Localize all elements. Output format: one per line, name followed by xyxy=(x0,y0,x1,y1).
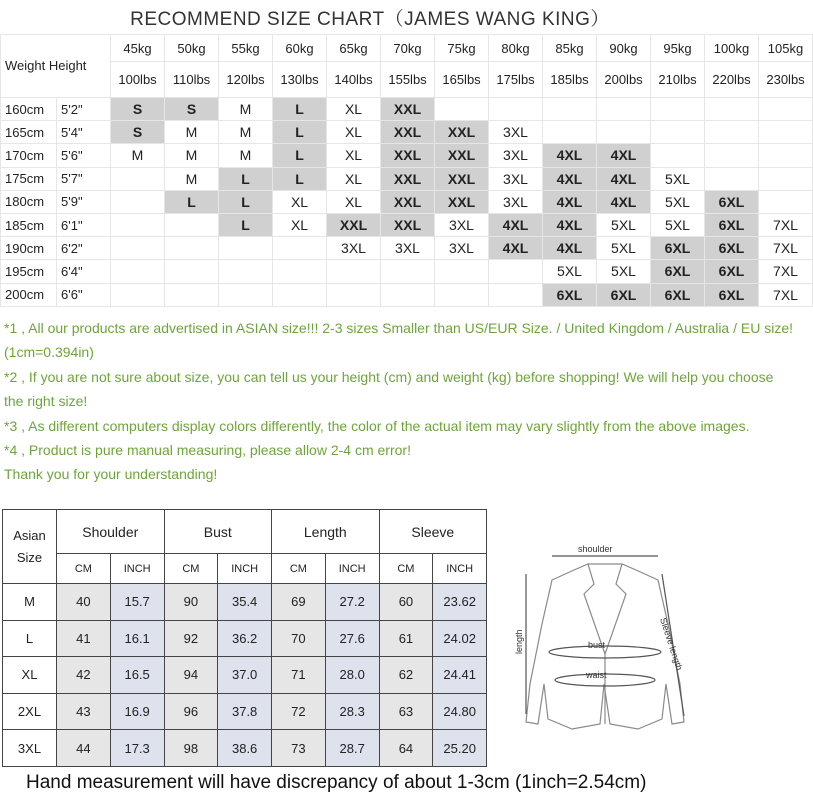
size-cell: M xyxy=(165,167,219,190)
size-cell xyxy=(651,121,705,144)
size-cell: M xyxy=(219,98,273,121)
measurement-inch: 25.20 xyxy=(433,730,487,767)
size-cell: 5XL xyxy=(597,237,651,260)
size-cell xyxy=(489,98,543,121)
size-cell: 3XL xyxy=(489,190,543,213)
size-cell: 4XL xyxy=(543,237,597,260)
size-cell xyxy=(651,98,705,121)
size-cell: 6XL xyxy=(543,283,597,306)
size-cell xyxy=(327,260,381,283)
size-chart-row xyxy=(1,260,813,283)
measurement-inch: 38.6 xyxy=(218,730,272,767)
measurement-table xyxy=(2,509,487,767)
measurement-inch: 24.02 xyxy=(433,620,487,657)
size-cell xyxy=(381,260,435,283)
weight-kg: 95kg xyxy=(651,35,705,62)
size-cell: M xyxy=(165,121,219,144)
size-chart-row xyxy=(1,213,813,236)
size-cell xyxy=(111,167,165,190)
size-cell: 6XL xyxy=(705,283,759,306)
weight-kg: 100kg xyxy=(705,35,759,62)
weight-lbs: 110lbs xyxy=(165,62,219,98)
height-inch: 5'7" xyxy=(57,167,111,190)
measurement-cm: 71 xyxy=(272,657,326,694)
size-cell: XXL xyxy=(381,167,435,190)
size-cell: XXL xyxy=(381,190,435,213)
height-cm: 160cm xyxy=(1,98,57,121)
measurement-cm: 94 xyxy=(164,657,218,694)
measurement-cm: 96 xyxy=(164,693,218,730)
weight-height-header: Weight Height xyxy=(1,35,111,98)
size-cell: 3XL xyxy=(435,237,489,260)
size-cell: XL xyxy=(273,213,327,236)
size-cell: L xyxy=(219,190,273,213)
size-cell: XXL xyxy=(381,213,435,236)
note-1: *1 , All our products are advertised in ASIAN size!!! 2-3 sizes Smaller than US/EUR Size. / United Kingdom / Australia / EU size! (1cm=0.394in) xyxy=(4,320,794,361)
size-cell: S xyxy=(111,121,165,144)
length-label: length xyxy=(514,629,524,654)
size-cell xyxy=(111,237,165,260)
size-cell xyxy=(327,283,381,306)
height-cm: 175cm xyxy=(1,167,57,190)
weight-kg: 70kg xyxy=(381,35,435,62)
size-chart-row xyxy=(1,144,813,167)
size-cell: XXL xyxy=(435,190,489,213)
measurement-inch: 15.7 xyxy=(110,584,164,621)
measurement-inch: 28.3 xyxy=(325,693,379,730)
weight-lbs: 165lbs xyxy=(435,62,489,98)
weight-lbs: 100lbs xyxy=(111,62,165,98)
size-cell: 7XL xyxy=(759,283,813,306)
size-chart-row xyxy=(1,190,813,213)
size-cell: L xyxy=(165,190,219,213)
height-cm: 200cm xyxy=(1,283,57,306)
size-cell xyxy=(435,98,489,121)
weight-lbs: 120lbs xyxy=(219,62,273,98)
measurement-row xyxy=(3,693,487,730)
weight-kg: 50kg xyxy=(165,35,219,62)
height-cm: 170cm xyxy=(1,144,57,167)
size-cell: 3XL xyxy=(435,213,489,236)
asian-size-header: Asian Size xyxy=(3,510,57,584)
size-cell: XL xyxy=(327,144,381,167)
size-cell xyxy=(165,213,219,236)
size-cell xyxy=(597,121,651,144)
size-cell: XL xyxy=(327,121,381,144)
height-cm: 185cm xyxy=(1,213,57,236)
weight-lbs: 140lbs xyxy=(327,62,381,98)
size-cell: 4XL xyxy=(543,144,597,167)
size-cell: 6XL xyxy=(705,260,759,283)
size-cell: 5XL xyxy=(651,213,705,236)
size-cell: S xyxy=(165,98,219,121)
size-cell: XL xyxy=(273,190,327,213)
size-cell xyxy=(705,144,759,167)
size-cell: XXL xyxy=(381,98,435,121)
measurement-cm: 73 xyxy=(272,730,326,767)
size-cell xyxy=(111,213,165,236)
height-cm: 190cm xyxy=(1,237,57,260)
jacket-diagram xyxy=(512,534,702,744)
measurement-cm: 70 xyxy=(272,620,326,657)
measurement-cm: 98 xyxy=(164,730,218,767)
unit-inch: INCH xyxy=(218,554,272,584)
measurement-inch: 27.2 xyxy=(325,584,379,621)
measurement-cm: 63 xyxy=(379,693,433,730)
size-cell: M xyxy=(219,144,273,167)
size-cell xyxy=(489,283,543,306)
asian-size-label: M xyxy=(3,584,57,621)
asian-size-label: L xyxy=(3,620,57,657)
size-cell xyxy=(759,167,813,190)
measurement-row xyxy=(3,730,487,767)
size-cell xyxy=(435,260,489,283)
size-cell: 7XL xyxy=(759,213,813,236)
measurement-cm: 92 xyxy=(164,620,218,657)
size-chart-row xyxy=(1,121,813,144)
size-cell xyxy=(705,98,759,121)
size-cell: XXL xyxy=(435,167,489,190)
size-cell xyxy=(219,283,273,306)
shoulder-header: Shoulder xyxy=(57,510,165,554)
unit-inch: INCH xyxy=(325,554,379,584)
size-cell: 6XL xyxy=(651,237,705,260)
weight-lbs: 155lbs xyxy=(381,62,435,98)
weight-kg: 80kg xyxy=(489,35,543,62)
size-cell: 6XL xyxy=(651,260,705,283)
size-cell: M xyxy=(111,144,165,167)
bust-header: Bust xyxy=(164,510,272,554)
measurement-cm: 42 xyxy=(57,657,111,694)
weight-kg: 75kg xyxy=(435,35,489,62)
measurement-cm: 43 xyxy=(57,693,111,730)
size-cell: 6XL xyxy=(651,283,705,306)
size-cell: 5XL xyxy=(651,190,705,213)
size-cell xyxy=(759,98,813,121)
size-cell: 4XL xyxy=(543,167,597,190)
size-cell: 5XL xyxy=(597,213,651,236)
size-cell: L xyxy=(273,121,327,144)
length-header: Length xyxy=(272,510,380,554)
height-inch: 6'2" xyxy=(57,237,111,260)
size-cell xyxy=(759,121,813,144)
height-inch: 5'2" xyxy=(57,98,111,121)
size-cell: L xyxy=(219,213,273,236)
footer-note: Hand measurement will have discrepancy of about 1-3cm (1inch=2.54cm) xyxy=(26,772,647,793)
size-cell: 5XL xyxy=(597,260,651,283)
note-4: *4 , Product is pure manual measuring, please allow 2-4 cm error! xyxy=(4,442,411,459)
thank-you-note: Thank you for your understanding! xyxy=(4,466,218,483)
size-cell xyxy=(111,283,165,306)
notes xyxy=(4,316,796,487)
waist-label: waist xyxy=(586,670,607,680)
size-cell: 3XL xyxy=(489,144,543,167)
size-cell: M xyxy=(219,121,273,144)
asian-size-label: XL xyxy=(3,657,57,694)
size-chart-row xyxy=(1,98,813,121)
measurement-cm: 90 xyxy=(164,584,218,621)
measurement-inch: 27.6 xyxy=(325,620,379,657)
measurement-inch: 36.2 xyxy=(218,620,272,657)
weight-kg: 60kg xyxy=(273,35,327,62)
weight-kg: 85kg xyxy=(543,35,597,62)
measurement-inch: 23.62 xyxy=(433,584,487,621)
measurement-inch: 35.4 xyxy=(218,584,272,621)
weight-kg: 55kg xyxy=(219,35,273,62)
size-cell: 5XL xyxy=(543,260,597,283)
sleeve-header: Sleeve xyxy=(379,510,487,554)
size-cell xyxy=(543,121,597,144)
size-chart-row xyxy=(1,167,813,190)
measurement-cm: 62 xyxy=(379,657,433,694)
measurement-cm: 41 xyxy=(57,620,111,657)
bust-label: bust xyxy=(588,640,606,650)
size-cell: 4XL xyxy=(543,213,597,236)
height-inch: 6'1" xyxy=(57,213,111,236)
height-inch: 5'6" xyxy=(57,144,111,167)
size-cell: L xyxy=(219,167,273,190)
measurement-inch: 24.41 xyxy=(433,657,487,694)
size-cell: XL xyxy=(327,167,381,190)
weight-kg: 90kg xyxy=(597,35,651,62)
measurement-cm: 40 xyxy=(57,584,111,621)
size-cell: 4XL xyxy=(597,144,651,167)
measurement-cm: 72 xyxy=(272,693,326,730)
size-chart-row xyxy=(1,237,813,260)
size-cell: 5XL xyxy=(651,167,705,190)
size-cell xyxy=(759,144,813,167)
unit-inch: INCH xyxy=(433,554,487,584)
measurement-inch: 37.0 xyxy=(218,657,272,694)
height-inch: 5'4" xyxy=(57,121,111,144)
measurement-cm: 64 xyxy=(379,730,433,767)
size-cell: XXL xyxy=(435,121,489,144)
size-cell: L xyxy=(273,98,327,121)
size-cell xyxy=(111,260,165,283)
size-cell xyxy=(651,144,705,167)
size-cell xyxy=(165,260,219,283)
asian-size-label: 2XL xyxy=(3,693,57,730)
height-cm: 180cm xyxy=(1,190,57,213)
measurement-inch: 16.1 xyxy=(110,620,164,657)
height-cm: 195cm xyxy=(1,260,57,283)
size-cell: XXL xyxy=(435,144,489,167)
size-cell xyxy=(273,283,327,306)
size-cell: 4XL xyxy=(489,237,543,260)
size-cell: XXL xyxy=(327,213,381,236)
height-inch: 5'9" xyxy=(57,190,111,213)
size-cell: 6XL xyxy=(705,213,759,236)
size-cell xyxy=(705,167,759,190)
size-cell: 6XL xyxy=(705,237,759,260)
size-cell xyxy=(165,283,219,306)
measurement-row xyxy=(3,584,487,621)
unit-cm: CM xyxy=(379,554,433,584)
weight-lbs: 220lbs xyxy=(705,62,759,98)
unit-inch: INCH xyxy=(110,554,164,584)
size-chart-body xyxy=(1,98,813,307)
size-cell: 6XL xyxy=(597,283,651,306)
size-cell xyxy=(219,237,273,260)
size-cell: 3XL xyxy=(489,121,543,144)
size-cell: XL xyxy=(327,98,381,121)
size-cell xyxy=(759,190,813,213)
measurement-table-body xyxy=(3,584,487,767)
asian-size-label: 3XL xyxy=(3,730,57,767)
measurement-cm: 69 xyxy=(272,584,326,621)
weight-lbs: 185lbs xyxy=(543,62,597,98)
size-cell: 7XL xyxy=(759,260,813,283)
size-cell: 3XL xyxy=(327,237,381,260)
size-cell: L xyxy=(273,144,327,167)
size-cell: 4XL xyxy=(597,190,651,213)
size-cell xyxy=(381,283,435,306)
measurement-cm: 61 xyxy=(379,620,433,657)
measurement-row xyxy=(3,620,487,657)
size-cell: S xyxy=(111,98,165,121)
size-cell: 4XL xyxy=(597,167,651,190)
weight-lbs: 175lbs xyxy=(489,62,543,98)
weight-lbs: 130lbs xyxy=(273,62,327,98)
measurement-inch: 24.80 xyxy=(433,693,487,730)
size-cell xyxy=(435,283,489,306)
measurement-cm: 60 xyxy=(379,584,433,621)
height-cm: 165cm xyxy=(1,121,57,144)
height-inch: 6'6" xyxy=(57,283,111,306)
size-cell: 3XL xyxy=(489,167,543,190)
weight-kg: 65kg xyxy=(327,35,381,62)
measurement-inch: 37.8 xyxy=(218,693,272,730)
unit-cm: CM xyxy=(272,554,326,584)
unit-cm: CM xyxy=(57,554,111,584)
chart-title: RECOMMEND SIZE CHART（JAMES WANG KING） xyxy=(130,9,610,30)
size-cell: XXL xyxy=(381,144,435,167)
size-cell xyxy=(543,98,597,121)
size-cell: M xyxy=(165,144,219,167)
measurement-cm: 44 xyxy=(57,730,111,767)
weight-lbs: 210lbs xyxy=(651,62,705,98)
size-chart-row xyxy=(1,283,813,306)
measurement-inch: 16.9 xyxy=(110,693,164,730)
size-cell xyxy=(111,190,165,213)
shoulder-label: shoulder xyxy=(578,544,613,554)
height-inch: 6'4" xyxy=(57,260,111,283)
weight-kg: 105kg xyxy=(759,35,813,62)
size-cell xyxy=(273,260,327,283)
weight-kg: 45kg xyxy=(111,35,165,62)
note-2: *2 , If you are not sure about size, you can tell us your height (cm) and weight (kg) before shopping! We will help you choose the right size! xyxy=(4,368,774,410)
size-cell xyxy=(273,237,327,260)
size-cell xyxy=(705,121,759,144)
unit-cm: CM xyxy=(164,554,218,584)
note-3: *3 , As different computers display colors differently, the color of the actual item may vary slightly from the above images. xyxy=(4,417,750,434)
size-cell: L xyxy=(273,167,327,190)
measurement-inch: 28.0 xyxy=(325,657,379,694)
size-cell: XL xyxy=(327,190,381,213)
size-cell xyxy=(219,260,273,283)
weight-lbs: 230lbs xyxy=(759,62,813,98)
size-cell: 3XL xyxy=(381,237,435,260)
measurement-inch: 16.5 xyxy=(110,657,164,694)
weight-lbs: 200lbs xyxy=(597,62,651,98)
size-chart xyxy=(0,34,813,307)
size-cell: 4XL xyxy=(489,213,543,236)
size-cell: 7XL xyxy=(759,237,813,260)
size-cell: XXL xyxy=(381,121,435,144)
measurement-inch: 17.3 xyxy=(110,730,164,767)
measurement-inch: 28.7 xyxy=(325,730,379,767)
sleeve-label: Sleeve length xyxy=(658,616,685,672)
size-cell xyxy=(597,98,651,121)
size-cell xyxy=(489,260,543,283)
size-cell xyxy=(165,237,219,260)
size-cell: 4XL xyxy=(543,190,597,213)
measurement-row xyxy=(3,657,487,694)
size-cell: 6XL xyxy=(705,190,759,213)
